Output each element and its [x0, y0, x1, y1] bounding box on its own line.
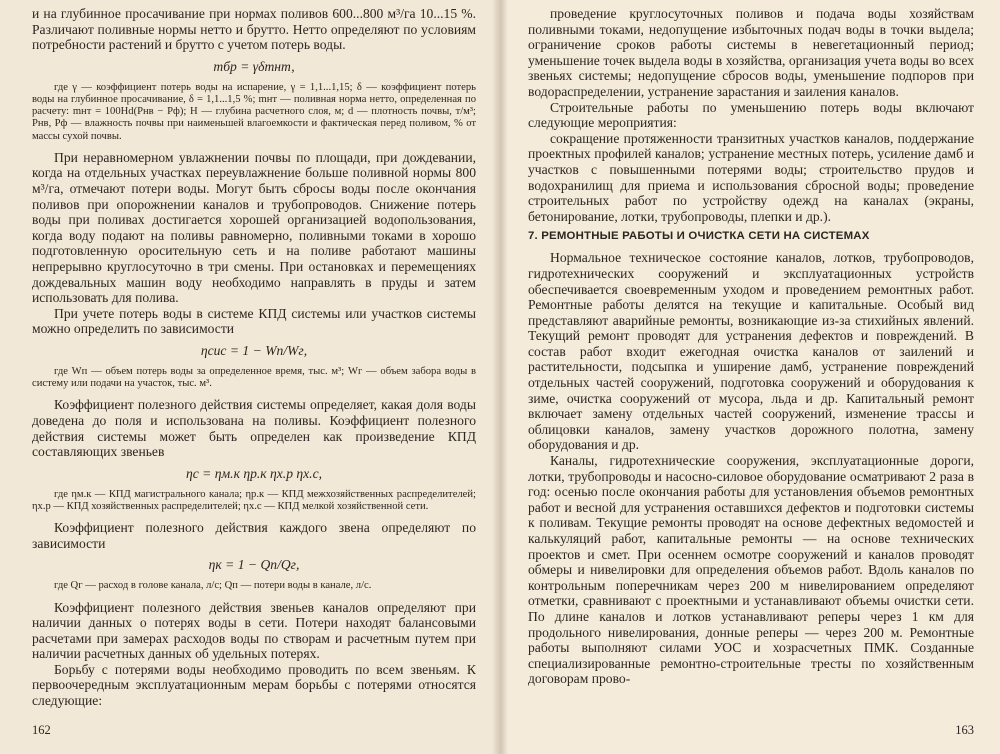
book-gutter — [492, 0, 508, 754]
formula-gross-norm: mбр = γδmнт, — [213, 58, 295, 74]
left-paragraph-6: Коэффициент полезного действия звеньев каналов определяют при наличии данных о потерях воды в сети. Потери находят балансовыми расчетами при замерах расходов воды по створам и расчетным путем при наличии расчетных данных об удельных потерях. — [32, 599, 476, 662]
page-number-left: 162 — [32, 723, 51, 737]
right-page — [498, 0, 1000, 754]
right-paragraph-5: Каналы, гидротехнические сооружения, эксплуатационные дороги, лотки, трубопроводы и насосно-силовое оборудование осматривают 2 раза в год: осенью после окончания работы для установления объемов ремонтных работ и весной для устранения оставшихся дефектов и подготовки системы к поливам. Текущие ремонты проводят на основе дефектных ведомостей и калькуляций работ, капитальные ремонты — на основе технических проектов и смет. При осеннем осмотре сооружений и каналов проводят обмеры и нивелировки для определения объемов работ. Вдоль каналов по контрольным поперечникам через 200 м нивелированием определяют отметки, сравнивают с проектными и устанавливают объемы очистки сети. По длине каналов и лотков устанавливают реперы через 1 км для продольного нивелирования, донные реперы — через 200 м. Ремонтные работы выполняют силами УОС и хозрасчетных ПМК. Созданные специализированные ремонтно-строительные тресты по хозяйственным договорам прово- — [528, 453, 974, 687]
left-paragraph-3: При учете потерь воды в системе КПД системы или участков системы можно определить по зависимости — [32, 305, 476, 337]
formula-link-efficiency: ηк = 1 − Qп/Qг, — [208, 557, 300, 573]
left-paragraph-4: Коэффициент полезного действия системы определяет, какая доля воды доведена до поля и использована на поливы. Коэффициент полезного действия системы может быть определен как произведение КПД составляющих звеньев — [32, 397, 476, 460]
right-paragraph-1: проведение круглосуточных поливов и подача воды хозяйствам поливными токами, недопущение избыточных подач воды в точки выдела; ограничение сроков работы системы в невегетационный период; уменьшение точек выдела воды в хозяйства, организация учета воды во всех звеньях системы; недопущение сбросов воды, уменьшение подпоров при водораспределении, устранение зарастания и заиления каналов. — [528, 6, 974, 99]
formula-efficiency-product: ηс = ηм.к ηр.к ηх.р ηх.с, — [186, 465, 322, 481]
left-paragraph-2: При неравномерном увлажнении почвы по площади, при дождевании, когда на отдельных участках переувлажнение больше поливной нормы 800 м³/га, отмечают потери воды. Могут быть сбросы воды после окончания поливов при опорожнении каналов и трубопроводов. Снижение потерь воды при поливах достигается хорошей организацией водопользования, когда воду подают на поливы равномерно, поливными токами в хорошо подготовленную оросительную сеть и на поливе работают машины непрерывно круглосуточно в три смены. При остановках и перемещениях дождевальных машин воду необходимо направлять в пруды и затем использовать для полива. — [32, 149, 476, 306]
left-paragraph-7: Борьбу с потерями воды необходимо проводить по всем звеньям. К первоочередным эксплуатационным мерам борьбы с потерями относятся следующие: — [32, 661, 476, 709]
right-paragraph-4: Нормальное техническое состояние каналов, лотков, трубопроводов, гидротехнических сооружений и эксплуатационных устройств обеспечивается своевременным уходом и проведением ремонтных работ. Ремонтные работы делятся на текущие и капитальные. Особый вид представляют аварийные ремонты, возникающие из-за стихийных явлений. Текущий ремонт проводят для устранения дефектов и повреждений. В состав работ входит ежегодная очистка каналов от заилений и растительности, подсыпка и уширение дамб, устранение повреждений отдельных частей сооружений, подготовка сооружений и оборудования к зиме, очистка сооружений от мусора, льда и др. Капитальный ремонт включает замену отдельных частей сооружений, изменение трассы и облицовки каналов, замену участков дорожного полотна, замену оборудования и др. — [528, 250, 974, 453]
left-paragraph-1: и на глубинное просачивание при нормах поливов 600...800 м³/га 10...15 %. Различают поливные нормы нетто и брутто. Нетто определяют по условиям потребности растений и брутто с учетом потерь воды. — [32, 6, 476, 53]
formula-note-2: где Wп — объем потерь воды за определенное время, тыс. м³; Wг — объем забора воды в систему или подачи на участок, тыс. м³. — [32, 365, 476, 390]
page-number-right: 163 — [955, 723, 974, 737]
left-page — [0, 0, 498, 754]
formula-system-efficiency: ηсис = 1 − Wп/Wг, — [200, 342, 308, 358]
formula-note-3: где ηм.к — КПД магистрального канала; ηр.к — КПД межхозяйственных распределителей; ηх.р — КПД хозяйственных распределителей; ηх.с — КПД мелкой хозяйственной сети. — [32, 488, 476, 512]
right-paragraph-3: сокращение протяженности транзитных участков каналов, поддержание проектных профилей каналов; устранение местных потерь, усиление дамб и участков с повышенными потерями воды; строительство прудов и водохранилищ для приема и использования сбросной воды; проведение строительных работ по устройству одежд на каналах (экраны, бетонирование, лотки, трубопроводы, плепки и др.). — [528, 130, 974, 224]
section-heading: 7. РЕМОНТНЫЕ РАБОТЫ И ОЧИСТКА СЕТИ НА СИСТЕМАХ — [528, 230, 870, 243]
left-paragraph-5: Коэффициент полезного действия каждого звена определяют по зависимости — [32, 520, 476, 551]
formula-note-1: где γ — коэффициент потерь воды на испарение, γ = 1,1...1,15; δ — коэффициент потерь воды на глубинное просачивание, δ = 1,1...1,5 %; mнт — поливная норма нетто, определенная по расчету: mнт = 100Hd(Pнв − Pф); H — глубина расчетного слоя, м; d — плотность почвы, т/м³; Pнв, Pф — влажность почвы при наименьшей влагоемкости и фактическая перед поливом, % от массы сухой почвы. — [32, 81, 476, 142]
right-paragraph-2: Строительные работы по уменьшению потерь воды включают следующие мероприятия: — [528, 99, 974, 131]
formula-note-4: где Qг — расход в голове канала, л/с; Qп — потери воды в канале, л/с. — [54, 580, 372, 592]
